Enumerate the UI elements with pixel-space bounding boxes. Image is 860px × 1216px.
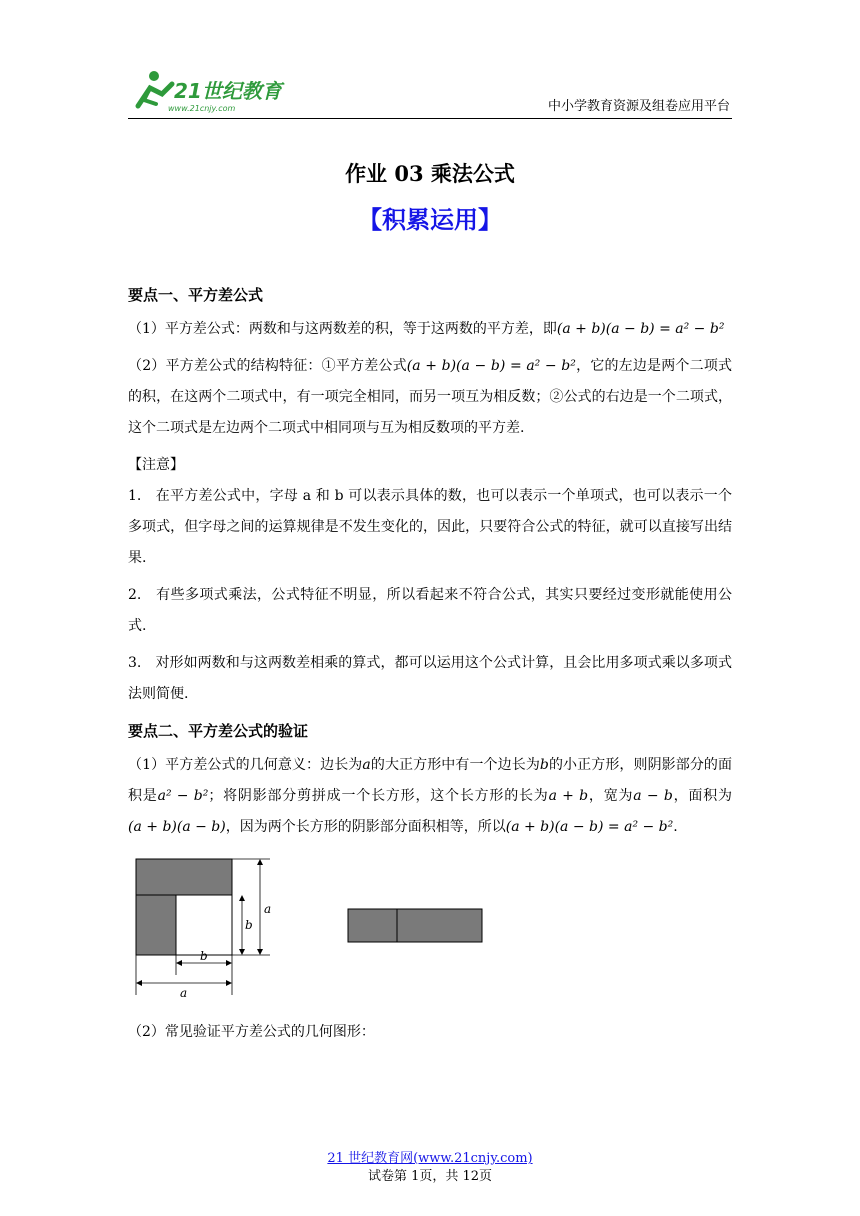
fig-label-b-bottom: b <box>200 949 208 963</box>
note-item-3: 3. 对形如两数和与这两数差相乘的算式，都可以运用这个公式计算，且会比用多项式乘以多项式法则简便. <box>128 655 732 702</box>
logo-21cnjy-icon <box>128 68 288 116</box>
rectangle-diagram <box>346 907 486 947</box>
section1-para1 <box>128 314 732 345</box>
s2-identity: (a + b)(a − b) = a² − b² <box>505 819 674 835</box>
note-item-2: 2. 有些多项式乘法，公式特征不明显，所以看起来不符合公式，其实只要经过变形就能使用公式. <box>128 587 732 634</box>
footer-link[interactable]: 21 世纪教育网(www.21cnjy.com) <box>327 1151 533 1166</box>
s2-area1: a² − b² <box>157 788 209 804</box>
section1-para2 <box>128 351 732 444</box>
section2-heading: 要点二、平方差公式的验证 <box>128 722 309 740</box>
section1-para2-text-b: ，它的左边是两个二项式的积，在这两个二项式中，有一项完全相同，而另一项互为相反数；②公式的右边是一个二项式，这个二项式是左边两个二项式中相同项与互为相反数项的平方差. <box>128 358 733 436</box>
fig-label-a-bottom: a <box>180 986 188 1000</box>
s2-text-d: ；将阴影部分剪拼成一个长方形，这个长方形的长为 <box>208 788 549 804</box>
logo-url: www.21cnjy.com <box>168 104 236 113</box>
geometry-figures <box>128 857 732 1007</box>
s2-text-b: 的大正方形中有一个边长为 <box>370 757 540 773</box>
page-footer <box>0 1150 860 1186</box>
s2-length: a + b <box>548 788 589 804</box>
s2-width: a − b <box>633 788 673 804</box>
s2-text-f: ，面积为 <box>672 788 732 804</box>
s2-text-g: ，因为两个长方形的阴影部分面积相等，所以 <box>225 819 506 835</box>
document-body <box>128 274 732 1054</box>
s2-var-b: b <box>539 757 549 773</box>
s2-text-e: ，宽为 <box>588 788 634 804</box>
fig-label-a-right: a <box>264 902 272 916</box>
note-item-1: 1. 在平方差公式中，字母 a 和 b 可以表示具体的数，也可以表示一个单项式，也可以表示一个多项式，但字母之间的运算规律是不发生变化的，因此，只要符合公式的特征，就可以直接写出结果. <box>128 488 732 566</box>
section1-heading: 要点一、平方差公式 <box>128 286 264 304</box>
platform-name: 中小学教育资源及组卷应用平台 <box>547 99 730 114</box>
page-title: 作业 03 乘法公式 <box>345 161 515 186</box>
section-subtitle: 【积累运用】 <box>358 206 502 234</box>
section2-para1 <box>128 750 732 843</box>
page-header <box>128 68 732 119</box>
notes-heading: 【注意】 <box>128 457 184 473</box>
section1-para1-formula: (a + b)(a − b) = a² − b² <box>556 321 725 337</box>
square-diagram <box>130 857 280 1002</box>
fig-label-b-right: b <box>245 918 253 932</box>
s2-text-c: 的小正方形，则阴影部分的面积是 <box>128 757 733 804</box>
section2-para2: （2）常见验证平方差公式的几何图形： <box>128 1024 375 1040</box>
page-number: 试卷第 1页，共 12页 <box>367 1169 493 1184</box>
section1-para1-text: （1）平方差公式：两数和与这两数差的积，等于这两数的平方差，即 <box>128 321 557 337</box>
s2-area2: (a + b)(a − b) <box>128 819 226 835</box>
logo-text: 21世纪教育 <box>174 79 282 103</box>
s2-text-a: （1）平方差公式的几何意义：边长为 <box>128 757 363 773</box>
section1-para2-text-a: （2）平方差公式的结构特征：①平方差公式 <box>128 358 407 374</box>
s2-var-a: a <box>362 757 371 773</box>
section1-para2-formula: (a + b)(a − b) = a² − b² <box>406 358 576 374</box>
s2-text-h: . <box>673 819 678 835</box>
